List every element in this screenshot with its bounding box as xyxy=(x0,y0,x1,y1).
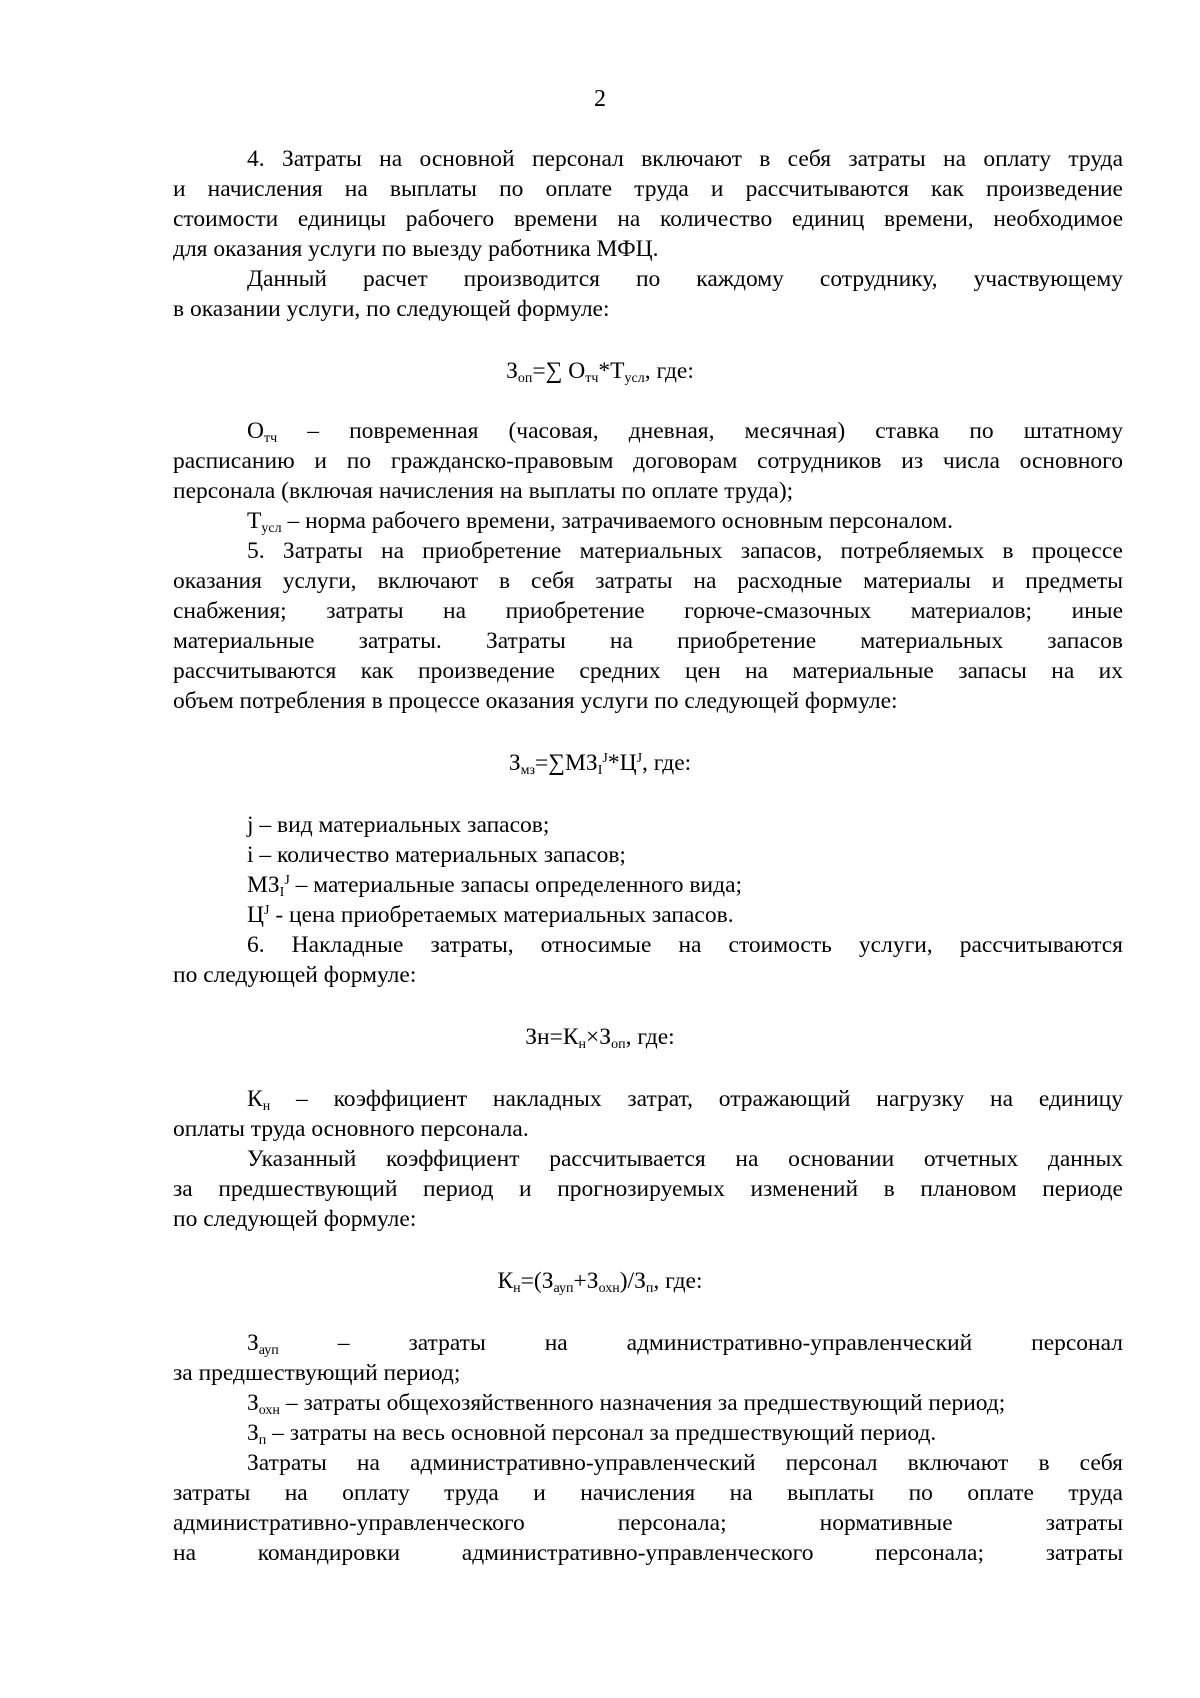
paragraph-5-line-1: 5. Затраты на приобретение материальных запасов, потребляемых в процессе xyxy=(247,538,1123,564)
definition-kn-line-2: оплаты труда основного персонала. xyxy=(173,1116,529,1142)
paragraph-6-line-1: 6. Накладные затраты, относимые на стоимость услуги, рассчитываются xyxy=(247,932,1123,958)
paragraph-4-line-4: для оказания услуги по выезду работника МФЦ. xyxy=(173,236,659,262)
definition-c: $Ц^J$ - цена приобретаемых материальных запасов. xyxy=(247,902,734,928)
definition-otch-line-1: $О_{тч}$ – повременная (часовая, дневная, месячная) ставка по штатному xyxy=(247,418,1123,446)
definition-ohn: $З_{охн}$ – затраты общехозяйственного назначения за предшествующий период; xyxy=(247,1390,1006,1418)
formula-overhead: $Зн=К_н\times З_{оп}$, где: xyxy=(525,1024,675,1052)
definition-j: j – вид материальных запасов; xyxy=(247,812,550,838)
paragraph-4b-line-2: в оказании услуги, по следующей формуле: xyxy=(173,296,610,322)
paragraph-5-line-3: снабжения; затраты на приобретение горюче-смазочных материалов; иные xyxy=(173,598,1123,624)
definition-mz: $МЗ_I^J$ – материальные запасы определенного вида; xyxy=(247,872,743,900)
paragraph-4-line-3: стоимости единицы рабочего времени на количество единиц времени, необходимое xyxy=(173,206,1123,232)
paragraph-5-line-2: оказания услуги, включают в себя затраты на расходные материалы и предметы xyxy=(173,568,1123,594)
paragraph-8-line-2: затраты на оплату труда и начисления на выплаты по оплате труда xyxy=(173,1480,1123,1506)
paragraph-5-line-4: материальные затраты. Затраты на приобретение материальных запасов xyxy=(173,628,1123,654)
paragraph-6-line-2: по следующей формуле: xyxy=(173,962,417,988)
formula-material-cost: $З_{мз}=\sum МЗ_I^J*Ц^J$, где: xyxy=(508,750,692,778)
paragraph-8-line-3: административно-управленческого персонала; нормативные затраты xyxy=(173,1510,1123,1536)
definition-kn-line-1: $К_н$ – коэффициент накладных затрат, отражающий нагрузку на единицу xyxy=(247,1086,1123,1114)
definition-aup-line-2: за предшествующий период; xyxy=(173,1360,461,1386)
formula-personnel-cost: $З_{оп}=\sum$ $О_{тч}*Т_{усл}$, где: xyxy=(506,358,694,386)
page-number: 2 xyxy=(594,86,606,112)
definition-p: $З_п$ – затраты на весь основной персонал за предшествующий период. xyxy=(247,1420,937,1448)
paragraph-5-line-5: рассчитываются как произведение средних цен на материальные запасы на их xyxy=(173,658,1123,684)
definition-aup-line-1: $З_{ауп}$ – затраты на административно-управленческий персонал xyxy=(247,1330,1123,1358)
paragraph-7-line-2: за предшествующий период и прогнозируемых изменений в плановом периоде xyxy=(173,1176,1123,1202)
formula-coefficient: $К_н=(З_{ауп}+З_{охн})/З_п$, где: xyxy=(497,1268,703,1296)
paragraph-4b-line-1: Данный расчет производится по каждому сотруднику, участвующему xyxy=(247,266,1123,292)
definition-otch-line-2: расписанию и по гражданско-правовым договорам сотрудников из числа основного xyxy=(173,448,1123,474)
definition-otch-line-3: персонала (включая начисления на выплаты по оплате труда); xyxy=(173,478,794,504)
paragraph-7-line-3: по следующей формуле: xyxy=(173,1206,417,1232)
paragraph-8-line-1: Затраты на административно-управленческий персонал включают в себя xyxy=(247,1450,1123,1476)
paragraph-4-line-1: 4. Затраты на основной персонал включают в себя затраты на оплату труда xyxy=(247,146,1123,172)
definition-i: i – количество материальных запасов; xyxy=(247,842,626,868)
paragraph-7-line-1: Указанный коэффициент рассчитывается на основании отчетных данных xyxy=(247,1146,1123,1172)
paragraph-5-line-6: объем потребления в процессе оказания услуги по следующей формуле: xyxy=(173,688,898,714)
paragraph-8-line-4: на командировки административно-управленческого персонала; затраты xyxy=(173,1540,1123,1566)
paragraph-4-line-2: и начисления на выплаты по оплате труда и рассчитываются как произведение xyxy=(173,176,1123,202)
definition-tusl: $Т_{усл}$ – норма рабочего времени, затрачиваемого основным персоналом. xyxy=(247,508,953,536)
